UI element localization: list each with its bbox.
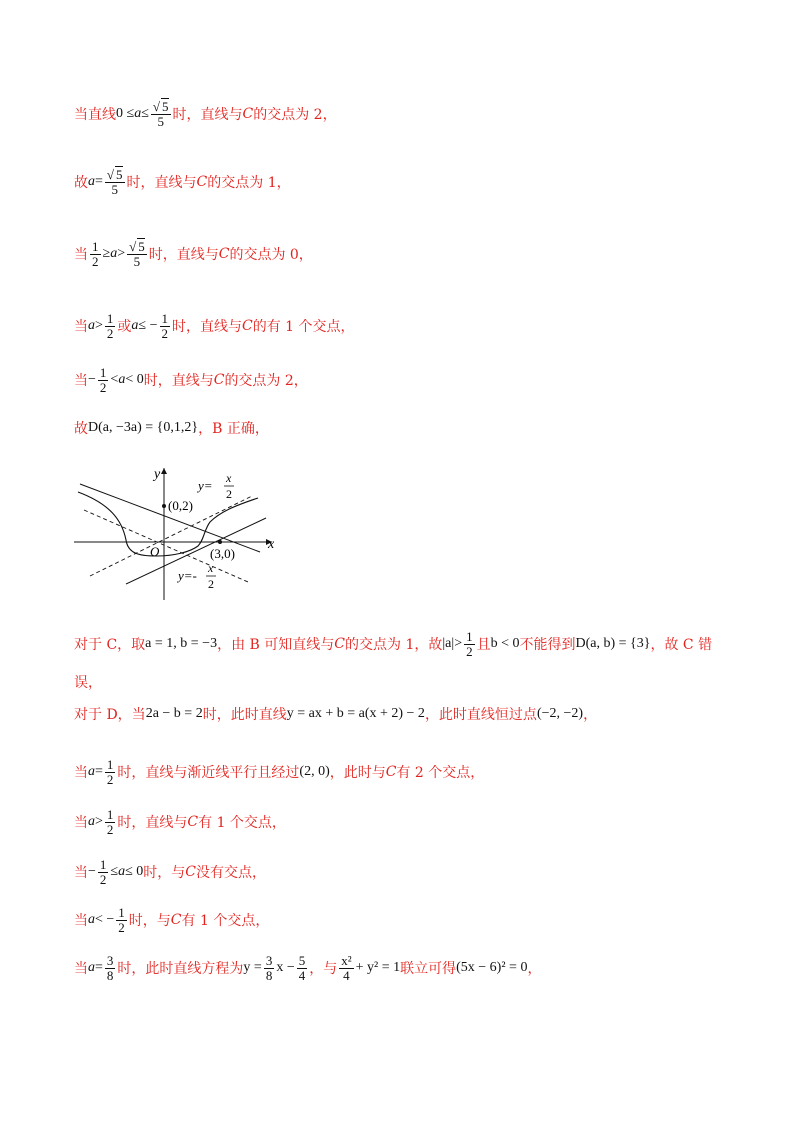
math-point: (2, 0) xyxy=(299,764,330,780)
math-inequality: − $\frac{1}{2}$ < a < 0 xyxy=(88,365,144,395)
text-line-12 xyxy=(74,858,266,886)
text-line-8 xyxy=(74,672,102,692)
line-text: 时，直线与 xyxy=(117,815,188,832)
line-text: ， xyxy=(583,707,598,723)
text-line-5 xyxy=(74,366,308,394)
asymptote2-label-den: 2 xyxy=(208,577,214,591)
text-line-9 xyxy=(74,704,597,724)
line-text: 当 xyxy=(74,765,88,782)
math-inequality: 0 ≤ a ≤ $\frac{√ 5}{5}$ xyxy=(116,99,169,129)
line-text: 时，此时直线 xyxy=(202,707,287,723)
fraction: $\frac{5}{4}$ xyxy=(298,953,306,983)
line-text: 时，与 xyxy=(143,865,186,882)
line-text: 的有 1 个交点， xyxy=(252,319,355,336)
line-text: 当 xyxy=(74,913,88,930)
curve-label: C xyxy=(213,372,225,389)
line-text: 时，直线与渐近线平行且经过 xyxy=(117,765,300,782)
asymptote-label-den: 2 xyxy=(226,487,232,501)
fraction: $\frac{√ 5}{5}$ xyxy=(106,167,123,197)
math-equation: a = $\frac{3}{8}$ xyxy=(88,953,114,983)
line-text: 当 xyxy=(74,961,88,978)
text-line-6 xyxy=(74,418,269,438)
line-text: 故 xyxy=(74,175,88,192)
curve-label: C xyxy=(242,106,254,123)
line-text: 有 2 个交点， xyxy=(396,765,485,782)
text-line-2 xyxy=(74,168,291,196)
math-set: D(a, b) = {3} xyxy=(575,636,651,652)
fraction: $\frac{√ 5}{5}$ xyxy=(152,99,169,129)
asymptote2-label-lhs: y=- xyxy=(178,568,197,583)
curve-label: C xyxy=(196,174,208,191)
math-line-equation: y = $\frac{3}{8}$ x − $\frac{5}{4}$ xyxy=(243,953,306,983)
line-text: 时，此时直线方程为 xyxy=(117,961,244,978)
line-text: 时，直线与 xyxy=(172,319,242,336)
text-line-11 xyxy=(74,808,286,836)
fraction: $\frac{1}{2}$ xyxy=(99,857,107,887)
asymptote-label-num: x xyxy=(226,471,232,485)
fraction: $\frac{1}{2}$ xyxy=(466,629,473,659)
line-text: 有 1 个交点， xyxy=(181,913,270,930)
point-label-0-2: (0,2) xyxy=(168,498,193,513)
line-text: ，由 B 可知直线与 xyxy=(217,637,335,654)
hyperbola-graph xyxy=(70,464,280,604)
line-text: 对于 D，当 xyxy=(74,707,146,723)
line-text: 故 xyxy=(74,421,88,437)
line-text: ，此时与 xyxy=(329,765,386,782)
point-3-0 xyxy=(218,540,222,544)
curve-label: C xyxy=(334,636,345,653)
line-text: 当 xyxy=(74,373,88,390)
curve-label: C xyxy=(218,246,230,263)
line-text: 时，直线与 xyxy=(148,247,219,264)
math-equation: a = $\frac{1}{2}$ xyxy=(88,757,114,787)
line-text: 的交点为 1，故 xyxy=(345,637,443,654)
fraction: $\frac{3}{8}$ xyxy=(265,953,273,983)
fraction: $\frac{3}{8}$ xyxy=(106,953,114,983)
fraction: $\frac{1}{2}$ xyxy=(106,807,114,837)
fraction: $\frac{1}{2}$ xyxy=(118,905,125,935)
math-equation: a = $\frac{√ 5}{5}$ xyxy=(88,167,123,197)
fraction: $\frac{√ 5}{5}$ xyxy=(129,239,145,269)
math-point: (−2, −2) xyxy=(536,706,584,721)
text-line-7 xyxy=(74,630,712,658)
text-line-13 xyxy=(74,906,269,934)
line-text: 当 xyxy=(74,319,88,336)
line-text: 有 1 个交点， xyxy=(198,815,286,832)
asymptote2-label-num: x xyxy=(208,561,214,575)
math-ellipse-equation: $\frac{\text{x²}}{4}$ + y² = 1 xyxy=(341,953,401,983)
line-text: 或 xyxy=(117,319,132,336)
math-expr: y = ax + b = a(x + 2) − 2 xyxy=(286,706,425,721)
curve-label: C xyxy=(170,912,182,929)
line-text: 时，直线与 xyxy=(172,107,243,124)
line-text: 不能得到 xyxy=(519,637,576,654)
fraction: $\frac{1}{2}$ xyxy=(106,311,114,341)
math-expr: b < 0 xyxy=(490,636,520,652)
math-inequality: a ≤ − $\frac{1}{2}$ xyxy=(131,311,168,341)
line-text: 时，直线与 xyxy=(143,373,214,390)
asymptote-label-lhs: y= xyxy=(198,478,213,493)
y-axis-label: y xyxy=(154,467,161,482)
point-label-3-0: (3,0) xyxy=(210,546,235,561)
math-inequality: a > $\frac{1}{2}$ xyxy=(88,807,114,837)
line-text: 误， xyxy=(74,675,102,691)
fraction: $\frac{1}{2}$ xyxy=(99,365,107,395)
line-text: 对于 C，取 xyxy=(74,637,146,654)
fraction: $\frac{1}{2}$ xyxy=(161,311,168,341)
curve-label: C xyxy=(185,864,196,881)
line-text: 当 xyxy=(74,815,88,832)
line-text: 没有交点， xyxy=(196,865,266,882)
line-text: 的交点为 2， xyxy=(224,373,308,390)
text-line-1 xyxy=(74,100,337,128)
line-text: 当 xyxy=(74,247,88,264)
origin-label: O xyxy=(150,544,160,559)
line-text: 时，与 xyxy=(128,913,171,930)
line-text: ， xyxy=(527,961,542,978)
fraction: $\frac{1}{2}$ xyxy=(92,239,99,269)
line-text: 的交点为 2， xyxy=(253,107,337,124)
line-text: 的交点为 0， xyxy=(229,247,313,264)
line-text: 且 xyxy=(476,637,491,654)
curve-label: C xyxy=(385,764,397,781)
math-inequality: a < − $\frac{1}{2}$ xyxy=(88,905,125,935)
line-text: 时，直线与 xyxy=(126,175,197,192)
line-text: ，故 C 错 xyxy=(650,637,713,654)
line-text: 当 xyxy=(74,865,88,882)
math-expr: (5x − 6)² = 0 xyxy=(456,960,528,976)
text-line-10 xyxy=(74,758,484,786)
fraction: $\frac{1}{2}$ xyxy=(106,757,114,787)
curve-label: C xyxy=(187,814,199,831)
math-expr: a = 1, b = −3 xyxy=(145,636,218,652)
math-inequality: − $\frac{1}{2}$ ≤ a ≤ 0 xyxy=(88,857,144,887)
math-inequality: |a| > $\frac{1}{2}$ xyxy=(442,629,473,659)
line-text: ，B 正确， xyxy=(198,421,269,437)
math-inequality: $\frac{1}{2}$ ≥ a > $\frac{√ 5}{5}$ xyxy=(92,239,145,269)
math-set: D(a, −3a) = {0,1,2} xyxy=(88,420,199,435)
text-line-4 xyxy=(74,312,355,340)
text-line-14 xyxy=(74,954,541,982)
point-0-2 xyxy=(162,504,166,508)
line-text: 当直线 xyxy=(74,107,116,124)
line-text: ，此时直线恒过点 xyxy=(424,707,537,723)
x-axis-label: x xyxy=(268,537,275,552)
line-text: 的交点为 1， xyxy=(207,175,291,192)
fraction: $\frac{\text{x²}}{4}$ xyxy=(341,953,352,983)
line-text: ，与 xyxy=(309,961,338,978)
curve-label: C xyxy=(242,318,253,335)
text-line-3 xyxy=(74,240,313,268)
math-inequality: a > $\frac{1}{2}$ xyxy=(88,311,114,341)
line-text: 联立可得 xyxy=(400,961,457,978)
math-expr: 2a − b = 2 xyxy=(145,706,203,721)
